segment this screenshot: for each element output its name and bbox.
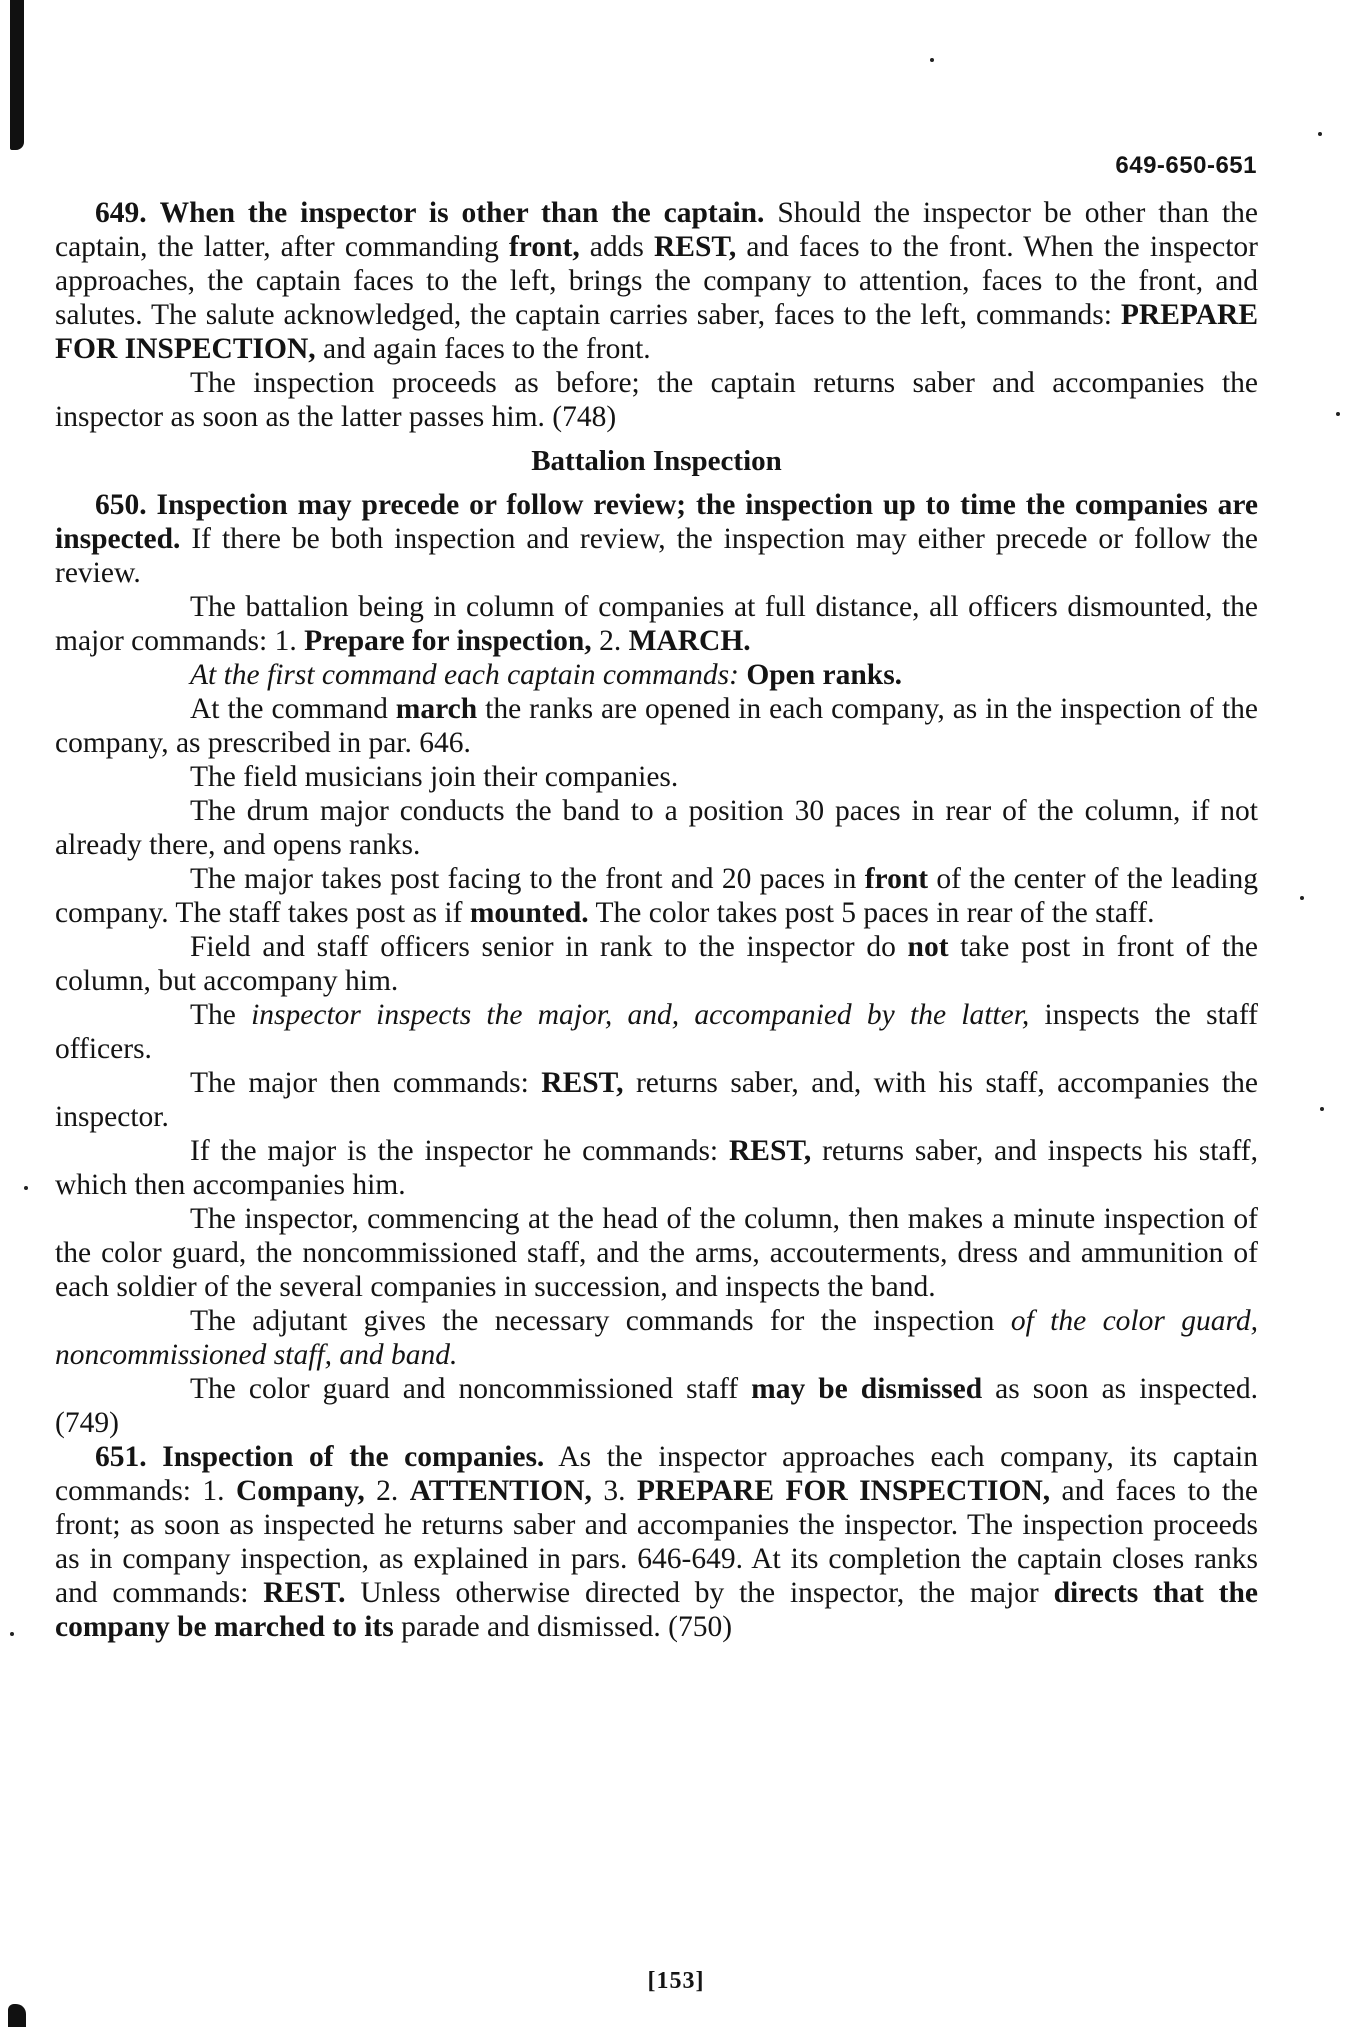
section-number: 651. [95, 1441, 147, 1473]
paragraph-650-musicians: The field musicians join their companies. [190, 761, 679, 793]
paragraph-650-major-post: The major takes post facing to the front and 20 paces in front of the center of the leading company. The staff takes post as if mounted. The color takes post 5 paces in rear of the staff. [55, 863, 1258, 929]
paragraph-650-adjutant: The adjutant gives the necessary commands for the inspection of the color guard, noncommissioned staff, and band. [55, 1305, 1258, 1371]
section-number: 649. [95, 197, 147, 229]
page-body [55, 196, 1258, 1644]
section-number: 650. [95, 489, 147, 521]
paragraph-650-senior-officers: Field and staff officers senior in rank to the inspector do not take post in front of the column, but accompany him. [55, 931, 1258, 997]
paragraph-650: 650. Inspection may precede or follow review; the inspection up to time the companies are inspected. If there be both inspection and review, the inspection may either precede or follow the review. [55, 489, 1259, 589]
section-title: Inspection of the companies. [162, 1441, 545, 1473]
paragraph-650-major-inspector: If the major is the inspector he commands: REST, returns saber, and inspects his staff, which then accompanies him. [55, 1135, 1258, 1201]
paragraph-651: 651. Inspection of the companies. As the inspector approaches each company, its captain commands: 1. Company, 2. ATTENTION, 3. PREPARE FOR INSPECTION, and faces to the front; as soon as inspected he returns saber and accompanies the inspector. The inspection proceeds as in company inspection, as explained in pars. 646-649. At its completion the captain closes ranks and commands: REST. Unless otherwise directed by the inspector, the major directs that the company be marched to its parade and dismissed. (750) [55, 1441, 1259, 1643]
scan-speck [10, 1632, 14, 1636]
scan-speck [1320, 1107, 1324, 1111]
scan-speck [24, 1186, 28, 1190]
scan-speck [1318, 132, 1322, 136]
paragraph-650-inspector-major: The inspector inspects the major, and, accompanied by the latter, inspects the staff officers. [55, 999, 1258, 1065]
section-title: Inspection may precede or follow review; the inspection up to time the companies are inspected. [55, 489, 1259, 555]
paragraph-649-continued: The inspection proceeds as before; the captain returns saber and accompanies the inspector as soon as the latter passes him. (748) [55, 367, 1258, 433]
running-header-section-numbers: 649-650-651 [1115, 152, 1257, 179]
scan-speck [1300, 896, 1304, 900]
page-number: [153] [647, 1968, 705, 1994]
paragraph-650-major-rest: The major then commands: REST, returns saber, and, with his staff, accompanies the inspector. [55, 1067, 1258, 1133]
paragraph-650-dismissal: The color guard and noncommissioned staff may be dismissed as soon as inspected. (749) [55, 1373, 1258, 1439]
paragraph-650-first-command: At the first command each captain commands: Open ranks. [190, 659, 903, 691]
paragraph-650-command-march: At the command march the ranks are opened in each company, as in the inspection of the company, as prescribed in par. 646. [55, 693, 1258, 759]
section-title: When the inspector is other than the captain. [159, 197, 765, 229]
scan-speck [1336, 412, 1340, 416]
paragraph-650-battalion: The battalion being in column of companies at full distance, all officers dismounted, the major commands: 1. Prepare for inspection, 2. MARCH. [55, 591, 1258, 657]
paragraph-649: 649. When the inspector is other than the captain. Should the inspector be other than the captain, the latter, after commanding front, adds REST, and faces to the front. When the inspector approaches, the captain faces to the left, brings the company to attention, faces to the front, and salutes. The salute acknowledged, the captain carries saber, faces to the left, commands: PREPARE FOR INSPECTION, and again faces to the front. [55, 197, 1259, 365]
paragraph-650-minute-inspection: The inspector, commencing at the head of the column, then makes a minute inspection of the color guard, the noncommissioned staff, and the arms, accouterments, dress and ammunition of each soldier of the several companies in succession, and inspects the band. [55, 1203, 1258, 1303]
scan-speck [930, 58, 934, 62]
scan-shadow-top-left [10, 0, 24, 150]
scan-shadow-bottom-left [8, 2004, 26, 2027]
section-heading: Battalion Inspection [531, 445, 782, 477]
paragraph-650-drum-major: The drum major conducts the band to a position 30 paces in rear of the column, if not already there, and opens ranks. [55, 795, 1258, 861]
